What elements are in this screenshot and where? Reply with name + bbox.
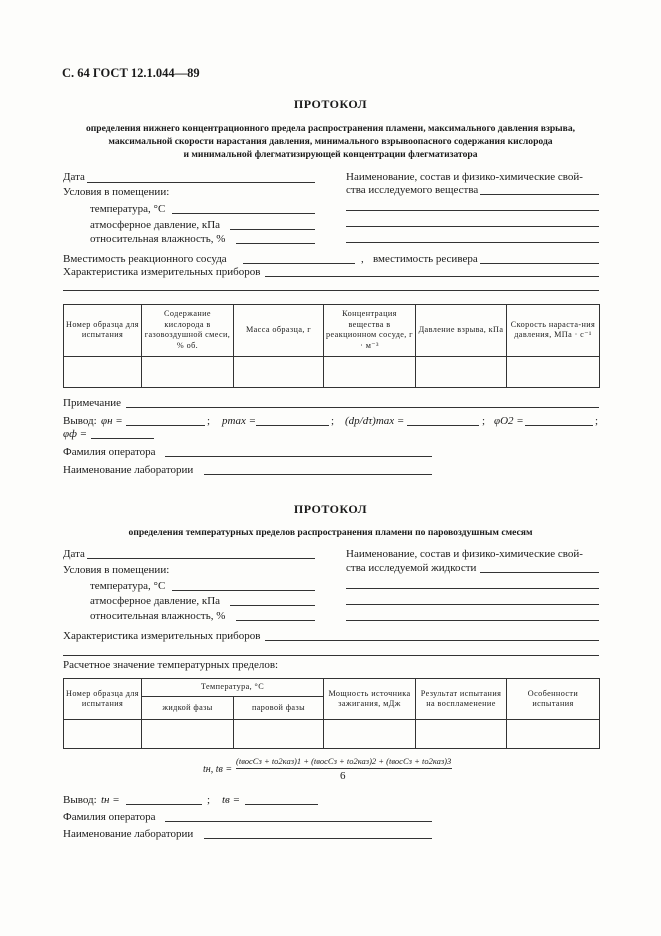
p2-col-features: Особенности испытания — [507, 679, 600, 720]
p1-note-label: Примечание — [63, 397, 121, 409]
p2-temperature-field[interactable] — [172, 590, 315, 591]
p2-col-temp: Температура, °С — [142, 679, 324, 697]
p2-substance-field-3[interactable] — [346, 604, 599, 605]
p1-operator-label: Фамилия оператора — [63, 446, 156, 458]
p1-phi-o2-field[interactable] — [525, 425, 593, 426]
p2-operator-field[interactable] — [165, 821, 432, 822]
table-cell[interactable] — [64, 356, 142, 387]
p1-col-rate: Скорость нараста-ния давления, МПа · с⁻¹ — [507, 305, 600, 357]
p1-conclusion-label: Вывод: — [63, 415, 97, 427]
p2-col-sample: Номер образца для испытания — [64, 679, 142, 720]
protocol-1-subtitle-1: определения нижнего концентрационного предела распространения пламени, максимального давления взрыва, — [85, 123, 576, 134]
p1-humidity-label: относительная влажность, % — [90, 233, 226, 245]
p2-pressure-label: атмосферное давление, кПа — [90, 595, 221, 607]
p1-instruments-field-1[interactable] — [265, 276, 599, 277]
p2-results-table — [63, 678, 600, 749]
p2-col-vapor: паровой фазы — [234, 697, 324, 720]
table-cell[interactable] — [234, 356, 324, 387]
protocol-1-title: ПРОТОКОЛ — [293, 97, 368, 111]
table-cell[interactable] — [416, 720, 507, 749]
p2-date-field[interactable] — [87, 558, 315, 559]
p1-note-field[interactable] — [126, 407, 599, 408]
p2-tv-label: tв = — [222, 794, 241, 806]
separator: ; — [207, 794, 211, 806]
p1-col-pressure: Давление взрыва, кПа — [416, 305, 507, 357]
p2-conclusion-label: Вывод: — [63, 794, 97, 806]
p2-lab-field[interactable] — [204, 838, 432, 839]
p2-substance-label-2: ства исследуемой жидкости — [346, 562, 477, 574]
p2-date-label: Дата — [63, 548, 85, 560]
p1-pressure-label: атмосферное давление, кПа — [90, 219, 221, 231]
p1-dpdt-label: (dp/dτ)max = — [345, 415, 405, 427]
p1-col-concentration: Концентрация вещества в реакционном сосуде, г · м⁻³ — [324, 305, 416, 357]
formula-denominator: 6 — [340, 770, 346, 782]
p1-substance-field-2[interactable] — [346, 210, 599, 211]
p2-tv-field[interactable] — [245, 804, 318, 805]
p1-humidity-field[interactable] — [236, 243, 315, 244]
formula-lhs: tн, tв = — [203, 764, 233, 775]
p2-col-liquid: жидкой фазы — [142, 697, 234, 720]
protocol-2-title: ПРОТОКОЛ — [293, 502, 368, 516]
p2-substance-field-1[interactable] — [480, 572, 599, 573]
p1-pmax-label: pmax = — [222, 415, 256, 427]
p1-phi-n-field[interactable] — [126, 425, 205, 426]
p2-calc-label: Расчетное значение температурных пределов: — [63, 659, 279, 671]
p2-substance-field-2[interactable] — [346, 588, 599, 589]
p1-operator-field[interactable] — [165, 456, 432, 457]
p1-substance-label-1: Наименование, состав и физико-химические свой- — [346, 171, 583, 183]
p1-comma: , — [361, 253, 364, 265]
p2-substance-field-4[interactable] — [346, 620, 599, 621]
formula-fraction-bar — [236, 768, 452, 769]
p2-humidity-field[interactable] — [236, 620, 315, 621]
p2-table-header-row — [64, 679, 600, 697]
table-cell[interactable] — [507, 356, 600, 387]
p2-col-power: Мощность источника зажигания, мДж — [324, 679, 416, 720]
table-row — [64, 720, 600, 749]
formula-numerator: (tвосСз + tо2каз)1 + (tвосСз + tо2каз)2 + (tвосСз + tо2каз)3 — [236, 756, 452, 766]
p1-lab-label: Наименование лаборатории — [63, 464, 194, 476]
table-cell[interactable] — [324, 356, 416, 387]
table-cell[interactable] — [142, 720, 234, 749]
p1-instruments-field-2[interactable] — [63, 290, 599, 291]
table-cell[interactable] — [64, 720, 142, 749]
p1-phi-f-label: φф = — [63, 428, 88, 440]
separator: ; — [595, 415, 599, 427]
p1-substance-field-4[interactable] — [346, 242, 599, 243]
p1-conditions-label: Условия в помещении: — [63, 186, 170, 198]
separator: ; — [482, 415, 486, 427]
table-cell[interactable] — [324, 720, 416, 749]
separator: ; — [207, 415, 211, 427]
table-cell[interactable] — [142, 356, 234, 387]
p1-phi-n-label: φн = — [101, 415, 123, 427]
p1-col-oxygen: Содержание кислорода в газовоздушной смеси, % об. — [142, 305, 234, 357]
p2-instruments-label: Характеристика измерительных приборов — [63, 630, 261, 642]
p1-vessel-volume-label: Вместимость реакционного сосуда — [63, 253, 227, 265]
protocol-1-subtitle-2: максимальной скорости нарастания давления, минимального взрывоопасного содержания кислорода — [108, 136, 553, 147]
p1-substance-label-2: ства исследуемого вещества — [346, 184, 479, 196]
p1-date-field[interactable] — [87, 182, 315, 183]
p2-lab-label: Наименование лаборатории — [63, 828, 194, 840]
page-header: С. 64 ГОСТ 12.1.044—89 — [62, 66, 200, 80]
p1-table-header-row — [64, 305, 600, 357]
p1-results-table — [63, 304, 600, 388]
p1-phi-o2-label: φO2 = — [494, 415, 524, 427]
p1-instruments-label: Характеристика измерительных приборов — [63, 266, 261, 278]
p2-pressure-field[interactable] — [230, 605, 315, 606]
p2-tn-field[interactable] — [126, 804, 202, 805]
p1-col-sample: Номер образца для испытания — [64, 305, 142, 357]
p1-date-label: Дата — [63, 171, 85, 183]
table-cell[interactable] — [234, 720, 324, 749]
table-cell[interactable] — [507, 720, 600, 749]
p1-receiver-volume-field[interactable] — [480, 263, 599, 264]
p2-humidity-label: относительная влажность, % — [90, 610, 226, 622]
p1-dpdt-field[interactable] — [407, 425, 479, 426]
p1-substance-field-3[interactable] — [346, 226, 599, 227]
separator: ; — [331, 415, 335, 427]
p2-conditions-label: Условия в помещении: — [63, 564, 170, 576]
p2-instruments-field-2[interactable] — [63, 655, 599, 656]
p2-instruments-field-1[interactable] — [265, 640, 599, 641]
p1-pmax-field[interactable] — [256, 425, 329, 426]
p1-lab-field[interactable] — [204, 474, 432, 475]
p1-temperature-label: температура, °C — [90, 203, 166, 215]
p1-col-mass: Масса образца, г — [234, 305, 324, 357]
p1-vessel-volume-field[interactable] — [243, 263, 355, 264]
p2-substance-label-1: Наименование, состав и физико-химические свой- — [346, 548, 583, 560]
protocol-2-subtitle: определения температурных пределов распространения пламени по паровоздушным смесям — [128, 527, 533, 538]
p1-temperature-field[interactable] — [172, 213, 315, 214]
p1-phi-f-field[interactable] — [91, 438, 154, 439]
p2-tn-label: tн = — [101, 794, 120, 806]
p1-pressure-field[interactable] — [230, 229, 315, 230]
p2-temperature-label: температура, °C — [90, 580, 166, 592]
p2-operator-label: Фамилия оператора — [63, 811, 156, 823]
table-row — [64, 356, 600, 387]
p1-receiver-volume-label: вместимость ресивера — [373, 253, 478, 265]
protocol-1-subtitle-3: и минимальной флегматизирующей концентрации флегматизатора — [183, 149, 478, 160]
table-cell[interactable] — [416, 356, 507, 387]
p2-col-result: Результат испытания на воспламенение — [416, 679, 507, 720]
p1-substance-field-1[interactable] — [480, 194, 599, 195]
